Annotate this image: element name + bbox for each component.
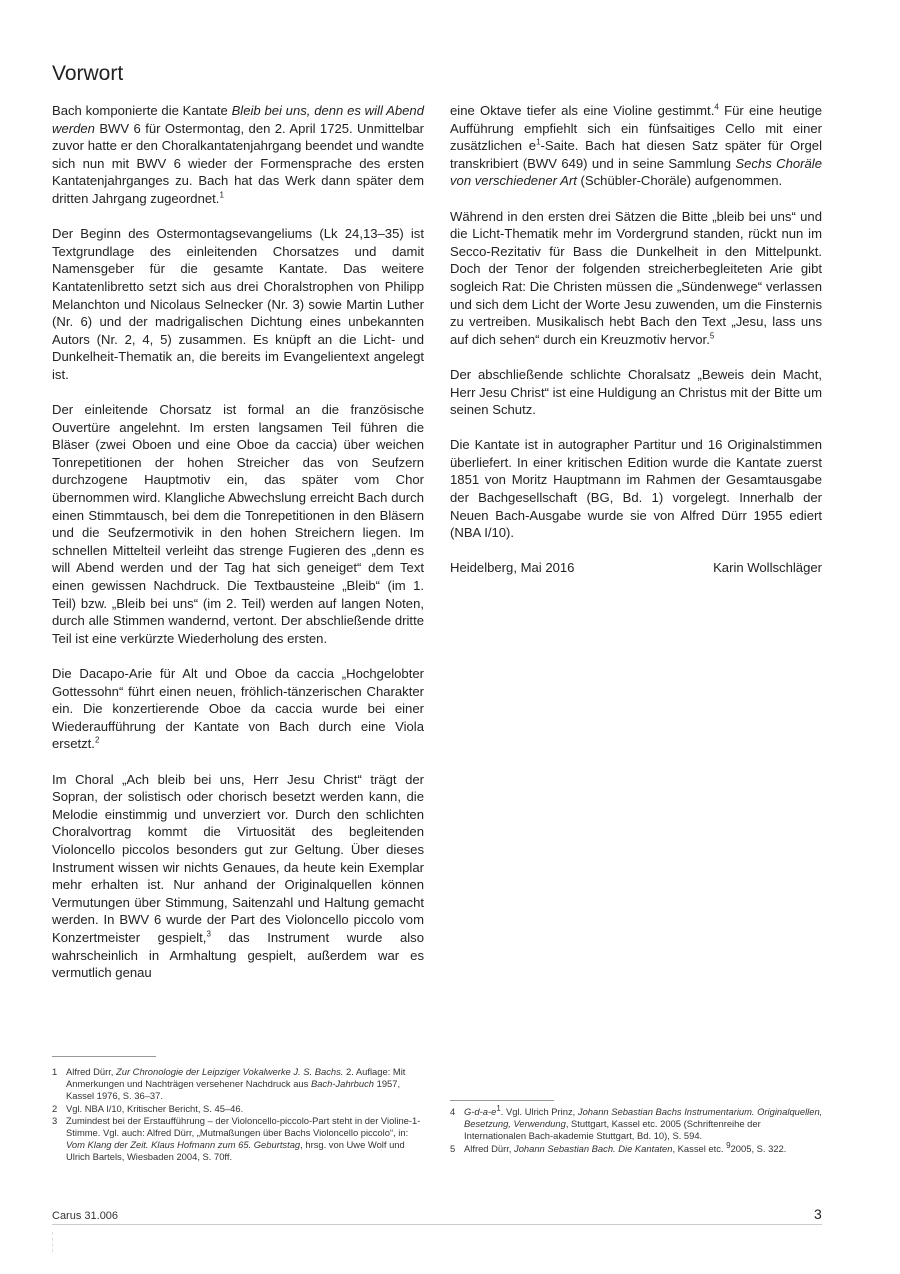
margin-mark	[52, 1232, 54, 1252]
footnote-ref: 5	[709, 331, 715, 341]
text-run: -Saite. Bach hat diesen Satz später für Orgel transkribiert (BWV 649) und in seine Sammlung	[450, 138, 822, 171]
text-run: Bach komponierte die Kantate	[52, 103, 232, 118]
text-run: Zumindest bei der Erstaufführung – der Violoncello-piccolo-Part steht in der Violine-1-Stimme. Vgl. auch: Alfred Dürr, „Mutmaßungen über Bachs Violoncello piccolo“, in:	[66, 1114, 421, 1139]
footnote-text	[66, 1066, 426, 1103]
text-run: 2. Auflage: Mit Anmerkungen und Nachträgen versehener Nachdruck aus	[66, 1066, 406, 1090]
footnote-ref: 3	[206, 929, 211, 939]
publisher-number: Carus 31.006	[52, 1210, 119, 1222]
collection-title: Sechs Choräle von verschiedener Art	[450, 155, 822, 189]
text-run: eine Oktave tiefer als eine Violine gestimmt.	[450, 103, 715, 118]
book-title: Johann Sebastian Bachs Instrumentarium. Originalquellen, Besetzung, Verwendung	[464, 1106, 823, 1130]
footnote-2	[52, 1103, 426, 1115]
footnote-5	[450, 1140, 824, 1155]
page-number: 3	[814, 1206, 822, 1222]
text-run: 1957, Kassel 1976, S. 36–37.	[66, 1078, 401, 1102]
footnote-text	[464, 1103, 824, 1143]
book-title: Vom Klang der Zeit. Klaus Hofmann zum 65. Geburtstag	[66, 1139, 301, 1151]
text-run: 2005, S. 322.	[730, 1142, 787, 1154]
right-column	[450, 102, 822, 577]
paragraph-recitative	[450, 208, 822, 349]
paragraph-sources: Die Kantate ist in autographer Partitur und 16 Originalstimmen überliefert. In einer kritischen Edition wurde die Kantate zuerst 1851 von Moritz Hauptmann im Rahmen der Gesamtausgabe der Bachgesellschaft (BG, Bd. 1) vorgelegt. Innerhalb der Neuen Bach-Ausgabe wurde sie von Alfred Dürr 1955 ediert (NBA I/10).	[450, 437, 822, 541]
footnote-text: Vgl. NBA I/10, Kritischer Bericht, S. 45–46.	[66, 1102, 244, 1114]
paragraph-dacapo-aria	[52, 665, 424, 753]
text-run: BWV 6 für Ostermontag, den 2. April 1725. Unmittelbar zuvor hatte er den Choralkantatenjahrgang beendet und wandte sich nun mit BWV 6 wieder der Formensprache des ersten Kantatenjahrganges zu. Bach hat das Werk dann später dem dritten Jahrgang zugeordnet.	[52, 120, 424, 206]
text-run: Im Choral „Ach bleib bei uns, Herr Jesu Christ“ trägt der Sopran, der solistisch oder chorisch besetzt werden kann, die Melodie einstimmig und unverziert vor. Durch den schlichten Choralvortrag kommt die Virtuosität des begleitenden Violoncello piccolos besonders gut zur Geltung. Über dieses Instrument wissen wir nichts Genaues, da heute kein Exemplar mehr erhalten ist. Nur anhand der Originalquellen können Vermutungen über Stimmung, Saitenzahl und Haltung gemacht werden. In BWV 6 wurde der Part des Violoncello piccolo vom Konzertmeister gespielt,	[52, 771, 424, 945]
text-run: . Vgl. Ulrich Prinz,	[500, 1106, 578, 1117]
text-run: Die Dacapo-Arie für Alt und Oboe da caccia „Hochgelobter Gottessohn“ führt einen neuen, fröhlich-tänzerischen Charakter ein. Die konzertierende Oboe da caccia wurde bei einer Wiederaufführung der Kantate von Bach durch eine Viola ersetzt.	[52, 666, 424, 752]
footnote-ref: 2	[94, 736, 100, 746]
text-run: , Stuttgart, Kassel etc. 2005 (Schriftenreihe der Internationalen Bach-akademie Stuttgart, Bd. 10), S. 594.	[464, 1118, 761, 1142]
superscript: 1	[496, 1103, 501, 1113]
footnote-1	[52, 1066, 426, 1103]
text-run: , Kassel etc.	[672, 1142, 727, 1154]
paragraph-tuning	[450, 102, 822, 190]
footnote-number: 3	[52, 1114, 58, 1126]
superscript: 9	[726, 1140, 731, 1150]
book-title: Zur Chronologie der Leipziger Vokalwerke J. S. Bachs.	[116, 1066, 344, 1077]
text-run: (Schübler-Choräle) aufgenommen.	[576, 173, 783, 189]
journal-title: Bach-Jahrbuch	[310, 1078, 374, 1090]
text-run: Für eine heutige Aufführung empfiehlt sich ein fünfsaitiges Cello mit einer zusätzlichen e	[450, 103, 822, 154]
book-title: Johann Sebastian Bach. Die Kantaten	[514, 1142, 673, 1154]
tuning-notes: G-d-a-e	[464, 1106, 497, 1117]
text-run: Während in den ersten drei Sätzen die Bitte „bleib bei uns“ und die Licht-Thematik mehr im Vordergrund standen, rückt nun im Secco-Rezitativ für Bass die Dunkelheit in den Mittelpunkt. Doch der Tenor der folgenden streicherbegleiteten Arie gibt sogleich Rat: Die Christen müssen die „Sündenwege“ verlassen und sich dem Licht der Worte Jesu zuwenden, um die Finsternis zu vertreiben. Musikalisch hebt Bach den Text „Jesu, lass uns auf dich sehen“ durch ein Kreuzmotiv hervor.	[450, 208, 822, 347]
footnote-text	[464, 1140, 824, 1155]
footnote-3	[52, 1115, 426, 1164]
footnote-number: 2	[52, 1102, 58, 1114]
signature-row	[450, 559, 822, 577]
footnote-rule-left	[52, 1056, 156, 1057]
paragraph-final-chorale: Der abschließende schlichte Choralsatz „Beweis dein Macht, Herr Jesu Christ“ ist eine Huldigung an Christus mit der Bitte um seinen Schutz.	[450, 366, 822, 418]
footnote-number: 1	[52, 1066, 58, 1077]
paragraph-chorale	[52, 771, 424, 982]
text-run: Alfred Dürr,	[66, 1066, 117, 1077]
footnotes-right	[450, 1103, 824, 1155]
left-column	[52, 102, 424, 999]
footnote-number: 5	[450, 1142, 456, 1154]
footnotes-left	[52, 1066, 426, 1164]
footnote-number: 4	[450, 1106, 456, 1117]
footnote-ref: 1	[219, 190, 224, 200]
superscript: 1	[536, 137, 541, 147]
text-run: , hrsg. von Uwe Wolf und Ulrich Bartels, Wiesbaden 2004, S. 70ff.	[66, 1139, 405, 1163]
footnote-4	[450, 1103, 824, 1143]
footnote-ref: 4	[714, 102, 719, 112]
text-run: das Instrument wurde also wahrscheinlich in Armhaltung gespielt, außerdem war es vermutlich genau	[52, 929, 424, 981]
place-date: Heidelberg, Mai 2016	[450, 560, 575, 576]
footnote-text	[66, 1115, 426, 1164]
footer-divider	[52, 1224, 822, 1225]
page-title: Vorwort	[52, 62, 124, 85]
paragraph-text-basis: Der Beginn des Ostermontagsevangeliums (Lk 24,13–35) ist Textgrundlage des einleitenden Chorsatzes und damit Namensgeber für die gesamte Kantate. Das weitere Kantatenlibretto setzt sich aus drei Choralstrophen von Philipp Melanchton und Nicolaus Selnecker (Nr. 3) sowie Martin Luther (Nr. 6) und der madrigalischen Dichtung eines unbekannten Autors (Nr. 2, 4, 5) zusammen. Es knüpft an die Licht- und Dunkelheit-Thematik an, die bereits im Evangelientext angelegt ist.	[52, 226, 424, 382]
work-title: Bleib bei uns, denn es will Abend werden	[52, 103, 424, 136]
text-run: Alfred Dürr,	[464, 1142, 515, 1154]
paragraph-opening-chorus: Der einleitende Chorsatz ist formal an die französische Ouvertüre angelehnt. Im ersten langsamen Teil führen die Bläser (zwei Oboen und eine Oboe da caccia) über weichen Tonrepetitionen der hohen Streicher das von Seufzern durchzogene Hauptmotiv ein, das später vom Chor übernommen wird. Klangliche Abwechslung erreicht Bach durch einen Stimmtausch, bei dem die Tonrepetitionen in den Bläsern und die Seufzermotivik in den hohen Streichern liegen. Im schnellen Mittelteil verleiht das strenge Fugieren des „denn es will Abend werden und der Tag hat sich geneiget“ dem Text einen gewissen Nachdruck. Die Textbausteine „Bleib“ (im 1. Teil) bzw. „Bleib bei uns“ (im 2. Teil) werden auf langen Noten, durch alle Stimmen wandernd, vertont. Der abschließende dritte Teil ist eine verkürzte Wiederholung des ersten.	[52, 402, 424, 646]
paragraph-intro	[52, 102, 424, 208]
author-name: Karin Wollschläger	[713, 560, 822, 576]
footnote-rule-right	[450, 1100, 554, 1101]
